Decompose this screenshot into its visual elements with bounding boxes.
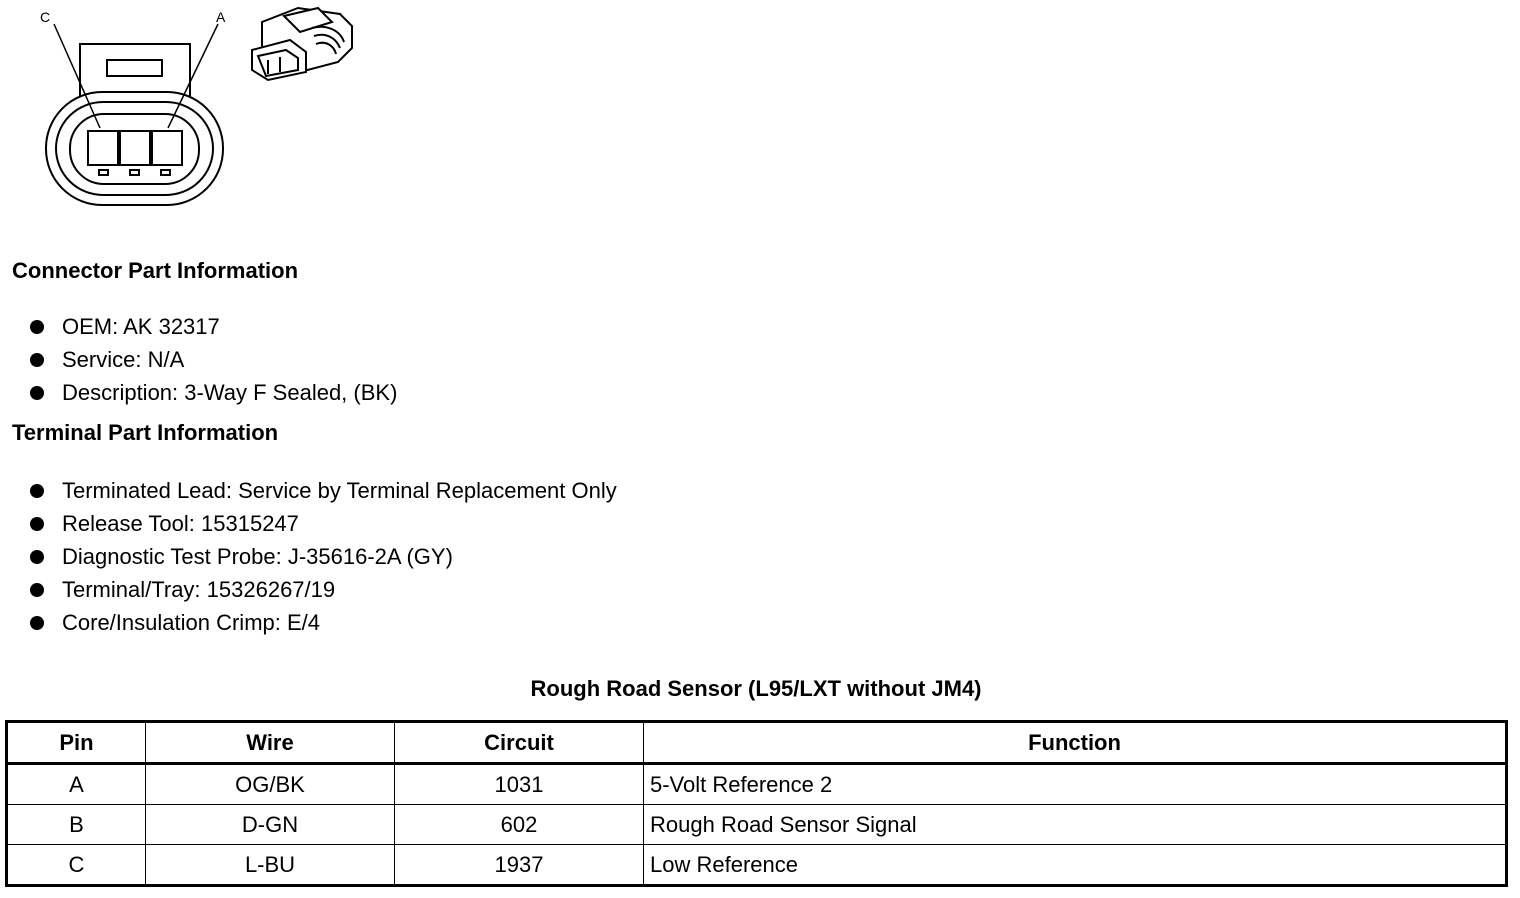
terminal-info-list	[28, 474, 617, 639]
list-item: Service: N/A	[28, 343, 397, 376]
table-row	[7, 764, 1507, 805]
connector-diagram	[0, 0, 380, 220]
cell-wire: OG/BK	[146, 764, 395, 805]
connector-isometric-icon	[252, 8, 352, 80]
pin-label-a: A	[216, 9, 226, 25]
table-row	[7, 805, 1507, 845]
cell-wire: D-GN	[146, 805, 395, 845]
header-function: Function	[644, 722, 1507, 764]
connector-info-list	[28, 310, 397, 409]
header-pin: Pin	[7, 722, 146, 764]
list-item: Terminated Lead: Service by Terminal Replacement Only	[28, 474, 617, 507]
terminal-info-title: Terminal Part Information	[12, 420, 279, 445]
list-item: Diagnostic Test Probe: J-35616-2A (GY)	[28, 540, 617, 573]
list-item: Core/Insulation Crimp: E/4	[28, 606, 617, 639]
cell-function: Low Reference	[644, 845, 1507, 886]
cell-pin: A	[7, 764, 146, 805]
cell-pin: C	[7, 845, 146, 886]
cell-function: Rough Road Sensor Signal	[644, 805, 1507, 845]
table-row	[7, 845, 1507, 886]
table-header-row	[7, 722, 1507, 764]
cell-pin: B	[7, 805, 146, 845]
table-title: Rough Road Sensor (L95/LXT without JM4)	[530, 676, 982, 701]
cell-circuit: 602	[395, 805, 644, 845]
header-wire: Wire	[146, 722, 395, 764]
list-item: Release Tool: 15315247	[28, 507, 617, 540]
cell-function: 5-Volt Reference 2	[644, 764, 1507, 805]
cell-wire: L-BU	[146, 845, 395, 886]
list-item: Terminal/Tray: 15326267/19	[28, 573, 617, 606]
header-circuit: Circuit	[395, 722, 644, 764]
latch-window	[107, 60, 162, 76]
cell-circuit: 1031	[395, 764, 644, 805]
list-item: Description: 3-Way F Sealed, (BK)	[28, 376, 397, 409]
pin-label-c: C	[40, 9, 51, 25]
cell-circuit: 1937	[395, 845, 644, 886]
pin-table	[5, 720, 1508, 887]
list-item: OEM: AK 32317	[28, 310, 397, 343]
connector-body	[46, 92, 223, 205]
connector-info-title: Connector Part Information	[12, 258, 299, 283]
